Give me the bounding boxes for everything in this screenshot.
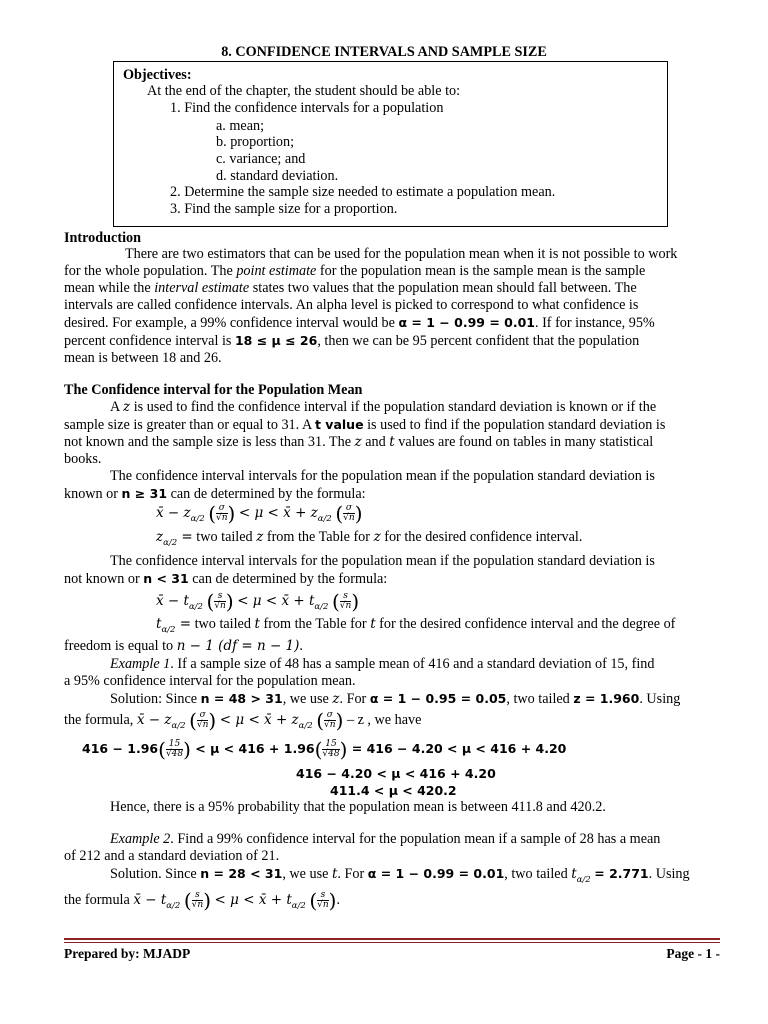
example-1	[64, 656, 719, 708]
t-symbol: t	[389, 434, 395, 450]
text-span: , two tailed	[504, 866, 572, 882]
alpha-equation: α = 1 − 0.95 = 0.05	[369, 691, 507, 706]
example-1-conclusion: Hence, there is a 95% probability that the population mean is between 411.8 and 420.2.	[110, 799, 606, 815]
objective-item: 2. Determine the sample size needed to estimate a population mean.	[170, 184, 556, 200]
alpha-equation: α = 1 − 0.99 = 0.01	[367, 866, 505, 881]
text-span: for the population mean is the sample mean is the sample	[316, 263, 646, 279]
text-span: . If a sample size of 48 has a sample mean of 416 and a standard deviation of 15, find	[170, 656, 655, 672]
text-span: , two tailed	[506, 691, 574, 707]
text-line	[64, 485, 719, 503]
text-line: Solution. Since n = 28 < 31, we use t. For α = 1 − 0.99 = 0.01, two tailed $t_{\alpha/2} = 2.771$. Using	[110, 866, 690, 885]
text-span: can de determined by the formula:	[188, 571, 388, 587]
footer-page-number: Page - 1 -	[666, 946, 720, 961]
text-span: can de determined by the formula:	[167, 486, 366, 502]
text-line: of 212 and a standard deviation of 21.	[64, 848, 280, 864]
text-line	[64, 263, 719, 280]
text-span: two tailed	[192, 529, 257, 545]
text-span: the formula,	[64, 712, 137, 728]
text-span: values are found on tables in many statistical	[394, 434, 654, 450]
z-symbol: z	[332, 691, 340, 707]
text-span: .	[299, 638, 303, 654]
text-span: 416 − 1.96	[82, 741, 159, 756]
text-span: , we use	[282, 866, 332, 882]
example-1-equation-1: 416 − 1.96( $\frac{15}{√48}$ ) < μ < 416 + 1.96( $\frac{15}{√48}$ ) = 416 − 4.20 < μ < 416 + 4.20	[82, 737, 567, 762]
text-span: percent confidence interval is	[64, 333, 235, 349]
text-line: a 95% confidence interval for the population mean.	[64, 673, 356, 689]
text-span: two tailed	[191, 616, 255, 632]
df-equation: n − 1 (df = n − 1)	[176, 638, 300, 654]
text-span: = 416 − 4.20 < μ < 416 + 4.20	[347, 741, 567, 756]
text-span: and	[361, 434, 390, 450]
text-span: . Using	[639, 691, 681, 707]
text-span: the formula	[64, 892, 134, 908]
z-symbol: z	[354, 434, 362, 450]
text-span: is used to find if the population standard deviation is	[363, 417, 666, 433]
text-line	[64, 332, 719, 350]
example-label: Example 2	[110, 831, 171, 847]
t-value: = 2.771	[594, 866, 649, 881]
page-title: 8. CONFIDENCE INTERVALS AND SAMPLE SIZE	[221, 44, 547, 60]
objective-item: 1. Find the confidence intervals for a population	[170, 100, 444, 116]
example-1-equation-2: 416 − 4.20 < μ < 416 + 4.20	[296, 766, 496, 781]
t-value-term: t value	[314, 417, 364, 432]
z-value: z = 1.960	[573, 691, 640, 706]
text-span: Solution: Since	[110, 691, 201, 707]
example-2	[64, 831, 719, 889]
text-span: . If for instance, 95%	[534, 315, 655, 331]
section-heading: The Confidence interval for the Population Mean	[64, 382, 363, 398]
text-line: There are two estimators that can be used for the population mean when it is not possible to work	[125, 246, 678, 262]
text-span: for the desired confidence interval and the degree of	[375, 616, 676, 632]
example-1-formula-line: the formula, x̄ − $z_{\alpha/2}$ ( $\frac{\sigma}{√n}$ ) < μ < x̄ + $z_{\alpha/2}$ ( $\frac{\sigma}{√n}$ ) – z , we have	[64, 708, 422, 733]
text-line	[64, 656, 719, 673]
example-2-formula-line: the formula x̄ − $t_{\alpha/2}$ ( $\frac{s}{√n}$ ) < μ < x̄ + $t_{\alpha/2}$ ( $\frac{s}{√n}$ ).	[64, 888, 341, 913]
interval-inequality: 18 ≤ μ ≤ 26	[234, 333, 318, 348]
objectives-box	[113, 61, 668, 227]
text-span: . For	[339, 691, 370, 707]
text-span: . For	[337, 866, 368, 882]
text-line: The confidence interval intervals for the population mean if the population standard deviation is	[110, 553, 655, 569]
text-span: states two values that the population mean should fall between. The	[249, 280, 637, 296]
text-span: < μ < 416 + 1.96	[190, 741, 315, 756]
text-span: from the Table for	[263, 529, 374, 545]
introduction-paragraph	[64, 246, 719, 367]
text-span: . Find a 99% confidence interval for the population mean if a sample of 28 has a mean	[170, 831, 661, 847]
objectives-heading: Objectives:	[123, 67, 192, 83]
n-condition: n = 28 < 31	[200, 866, 283, 881]
text-line	[64, 690, 719, 708]
text-line	[64, 831, 719, 848]
text-span: not known or	[64, 571, 144, 587]
text-span: not known and the sample size is less than 31. The	[64, 434, 355, 450]
text-span: , then we can be 95 percent confident that the population	[317, 333, 640, 349]
n-condition: n ≥ 31	[121, 486, 168, 501]
text-line	[64, 570, 719, 588]
text-span: mean while the	[64, 280, 155, 296]
text-line: books.	[64, 451, 102, 467]
objectives-intro: At the end of the chapter, the student should be able to:	[147, 83, 461, 99]
n-condition: n < 31	[143, 571, 189, 586]
text-line	[64, 416, 719, 434]
text-line	[64, 280, 719, 297]
ci-paragraph-2	[64, 553, 719, 588]
text-span: is used to find the confidence interval if the population standard deviation is known or if the	[130, 399, 657, 415]
text-line	[64, 314, 719, 332]
text-span: sample size is greater than or equal to 31. A	[64, 417, 315, 433]
text-line: intervals are called confidence intervals. An alpha level is picked to correspond to what confidence is	[64, 297, 639, 313]
text-line	[64, 399, 719, 416]
text-span: , we use	[282, 691, 333, 707]
point-estimate-term: point estimate	[236, 263, 317, 279]
text-span: freedom is equal to	[64, 638, 177, 654]
objective-subitem: b. proportion;	[216, 134, 295, 150]
text-span: known or	[64, 486, 122, 502]
z-symbol: z	[123, 399, 131, 415]
footer-rule	[64, 942, 720, 943]
footer-author: Prepared by: MJADP	[64, 946, 191, 961]
objective-subitem: d. standard deviation.	[216, 168, 339, 184]
ci-paragraph	[64, 399, 719, 503]
objective-subitem: c. variance; and	[216, 151, 306, 167]
text-span: for the whole population. The	[64, 263, 237, 279]
objective-subitem: a. mean;	[216, 118, 265, 134]
z-interval-formula: x̄ − $z_{\alpha/2}$ ( $\frac{\sigma}{√n}$ ) < μ < x̄ + $z_{\alpha/2}$ ( $\frac{\sigma}{√n}$ )	[156, 501, 363, 526]
text-span: for the desired confidence interval.	[380, 529, 583, 545]
text-line: mean is between 18 and 26.	[64, 350, 222, 366]
t-symbol: t	[331, 866, 338, 882]
z-definition: $z_{\alpha/2}$ = two tailed z from the Table for z for the desired confidence interval.	[156, 529, 583, 548]
example-label: Example 1	[110, 656, 171, 672]
text-span: A	[110, 399, 124, 415]
example-1-equation-3: 411.4 < μ < 420.2	[330, 783, 457, 798]
t-definition: $t_{\alpha/2}$ = two tailed t from the Table for t for the desired confidence interval and the degree of	[156, 616, 676, 635]
n-condition: n = 48 > 31	[200, 691, 283, 706]
text-line: The confidence interval intervals for the population mean if the population standard deviation is	[110, 468, 655, 484]
footer-rule	[64, 938, 720, 940]
text-line	[64, 434, 719, 451]
t-interval-formula: x̄ − $t_{\alpha/2}$ ( $\frac{s}{√n}$ ) < μ < x̄ + $t_{\alpha/2}$ ( $\frac{s}{√n}$ )	[156, 589, 360, 614]
objective-item: 3. Find the sample size for a proportion.	[170, 201, 398, 217]
text-span: – z , we have	[343, 712, 422, 728]
text-span: desired. For example, a 99% confidence interval would be	[64, 315, 399, 331]
df-line	[64, 638, 303, 655]
interval-estimate-term: interval estimate	[154, 280, 250, 296]
text-span: . Using	[648, 866, 690, 882]
text-span: from the Table for	[259, 616, 371, 632]
alpha-equation: α = 1 − 0.99 = 0.01	[398, 315, 535, 330]
text-span: Solution. Since	[110, 866, 201, 882]
introduction-heading: Introduction	[64, 230, 141, 246]
